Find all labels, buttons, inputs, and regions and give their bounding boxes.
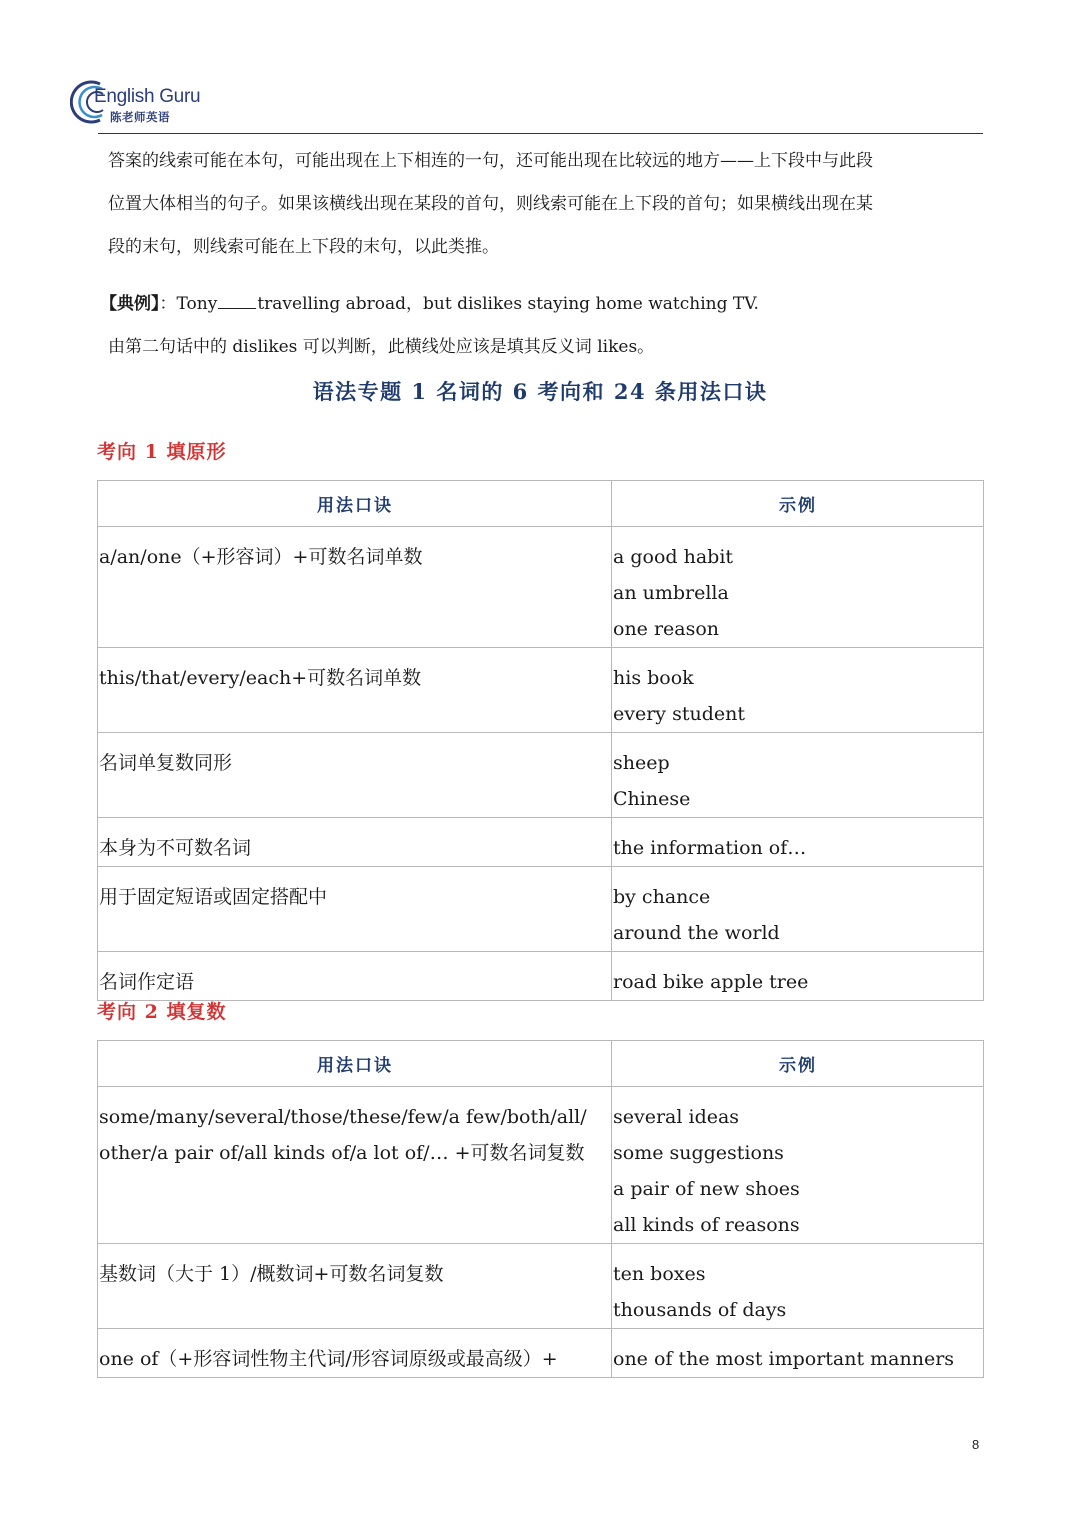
rule-cell	[98, 952, 612, 1001]
rule-cell	[98, 733, 612, 818]
subheading-1: 考向 1 填原形	[97, 441, 227, 463]
example-cell	[612, 1329, 984, 1378]
example-cell	[612, 527, 984, 648]
intro-paragraph	[108, 140, 988, 269]
rule-cell	[98, 867, 612, 952]
rule-text: one of（+形容词性物主代词/形容词原级或最高级）+	[99, 1348, 558, 1370]
logo-text-zh: 陈老师英语	[110, 110, 170, 124]
example-colon: ：	[159, 294, 177, 314]
table-row	[98, 733, 984, 818]
example-explanation: 由第二句话中的 dislikes 可以判断，此横线处应该是填其反义词 likes。	[108, 337, 655, 357]
page-number: 8	[972, 1437, 980, 1452]
example-block	[100, 283, 759, 369]
example-cell	[612, 1244, 984, 1329]
intro-line: 答案的线索可能在本句，可能出现在上下相连的一句，还可能出现在比较远的地方——上下段中与此段	[108, 151, 873, 171]
rule-cell	[98, 818, 612, 867]
example-text: one reason	[613, 618, 720, 640]
rule-text: 本身为不可数名词	[99, 837, 252, 859]
rule-text: 基数词（大于 1）/概数词+可数名词复数	[99, 1263, 444, 1285]
example-cell	[612, 952, 984, 1001]
example-text: a pair of new shoes	[613, 1178, 800, 1200]
rule-text: other/a pair of/all kinds of/a lot of/… +可数名词复数	[99, 1142, 585, 1164]
table-row	[98, 527, 984, 648]
example-text: sheep	[613, 752, 670, 774]
rule-cell	[98, 1087, 612, 1244]
example-text: ten boxes	[613, 1263, 706, 1285]
column-header-rule: 用法口诀	[98, 1041, 612, 1087]
subheading-2: 考向 2 填复数	[97, 1001, 227, 1023]
example-text: all kinds of reasons	[613, 1214, 800, 1236]
table-row	[98, 1244, 984, 1329]
example-cell	[612, 818, 984, 867]
example-cell	[612, 867, 984, 952]
rule-text: 名词作定语	[99, 971, 195, 993]
example-text: some suggestions	[613, 1142, 784, 1164]
rule-text: this/that/every/each+可数名词单数	[99, 667, 422, 689]
example-tag: 【典例】	[100, 294, 160, 314]
rule-cell	[98, 527, 612, 648]
logo-text-en: English Guru	[94, 86, 201, 107]
example-text: an umbrella	[613, 582, 729, 604]
intro-line: 段的末句，则线索可能在上下段的末句，以此类推。	[108, 237, 499, 257]
example-text: every student	[613, 703, 745, 725]
example-text: the information of…	[613, 837, 807, 859]
usage-table-2	[97, 1040, 984, 1378]
rule-text: 名词单复数同形	[99, 752, 233, 774]
rule-cell	[98, 1329, 612, 1378]
rule-text: some/many/several/those/these/few/a few/both/all/	[99, 1106, 587, 1128]
table-row	[98, 818, 984, 867]
rule-cell	[98, 1244, 612, 1329]
example-text: Chinese	[613, 788, 691, 810]
table-row	[98, 867, 984, 952]
column-header-example: 示例	[612, 1041, 984, 1087]
table-header-row	[98, 481, 984, 527]
example-cell	[612, 648, 984, 733]
example-text: thousands of days	[613, 1299, 787, 1321]
example-cell	[612, 733, 984, 818]
table-row	[98, 648, 984, 733]
example-text: a good habit	[613, 546, 734, 568]
example-text: around the world	[613, 922, 780, 944]
example-cell	[612, 1087, 984, 1244]
example-text: several ideas	[613, 1106, 740, 1128]
table-row	[98, 1087, 984, 1244]
table-header-row	[98, 1041, 984, 1087]
example-sentence	[100, 283, 759, 326]
table-row	[98, 1329, 984, 1378]
rule-text: a/an/one（+形容词）+可数名词单数	[99, 546, 423, 568]
logo	[70, 78, 210, 128]
example-text-before: Tony	[176, 294, 218, 314]
rule-cell	[98, 648, 612, 733]
example-text-after: travelling abroad，but dislikes staying home watching TV.	[257, 294, 759, 314]
rule-text: 用于固定短语或固定搭配中	[99, 886, 328, 908]
column-header-rule: 用法口诀	[98, 481, 612, 527]
header-divider	[98, 133, 983, 134]
table-row	[98, 952, 984, 1001]
example-text: by chance	[613, 886, 711, 908]
column-header-example: 示例	[612, 481, 984, 527]
intro-line: 位置大体相当的句子。如果该横线出现在某段的首句，则线索可能在上下段的首句；如果横线出现在某	[108, 194, 873, 214]
example-text: one of the most important manners	[613, 1348, 955, 1370]
usage-table-1	[97, 480, 984, 1001]
page-header	[70, 78, 985, 134]
example-text: his book	[613, 667, 694, 689]
example-text: road bike apple tree	[613, 971, 809, 993]
answer-blank	[218, 292, 256, 309]
section-title: 语法专题 1 名词的 6 考向和 24 条用法口诀	[312, 379, 768, 404]
